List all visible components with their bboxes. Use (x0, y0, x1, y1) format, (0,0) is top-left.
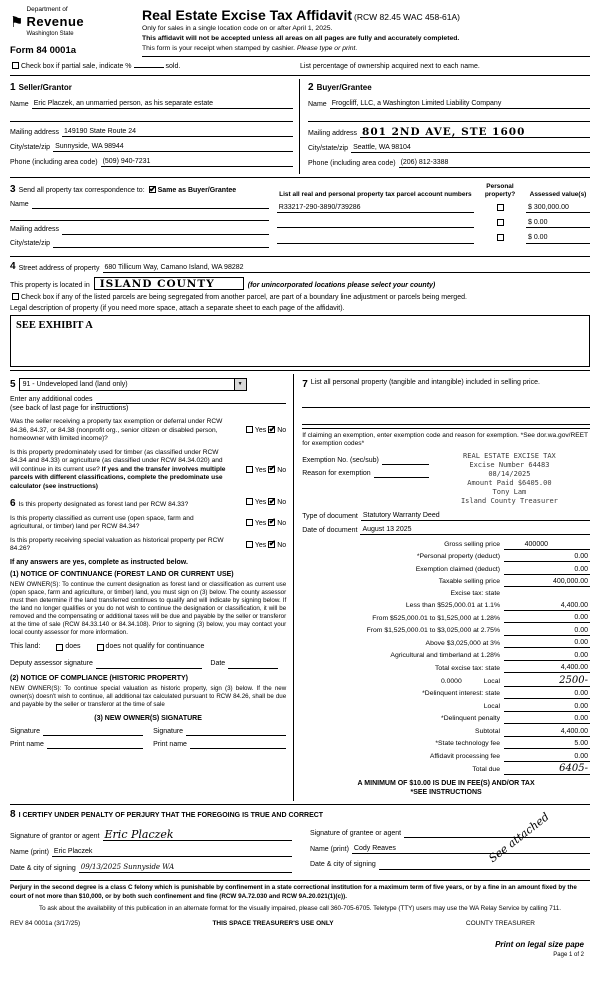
grantee-signature-field[interactable] (404, 830, 590, 838)
does-label: does (65, 643, 81, 651)
date-of-document-label: Date of document (302, 526, 358, 534)
subtotal-label: Subtotal (475, 727, 500, 735)
county-note: (for unincorporated locations please select your county) (247, 281, 436, 289)
stamp-line-4: Amount Paid $6405.00 (467, 479, 552, 488)
delinquent-penalty-field[interactable]: 0.00 (504, 714, 590, 724)
exemption-claimed-label: Exemption claimed (deduct) (415, 565, 500, 573)
tier4-row (302, 638, 590, 648)
county-field[interactable]: ISLAND COUNTY (94, 277, 244, 290)
land-use-code-dropdown[interactable] (19, 378, 247, 391)
delinquent-interest-state-label: *Delinquent interest: state (422, 690, 500, 698)
partial-sale-label: Check box if partial sale, indicate % (21, 63, 132, 71)
tier2-field[interactable]: 0.00 (504, 613, 590, 623)
street-address-label: Street address of property (18, 264, 100, 272)
s5-q2-no-checkbox[interactable] (268, 466, 275, 473)
correspondence-mailing-label: Mailing address (10, 226, 60, 234)
rev-number: REV 84 0001a (3/17/25) (10, 919, 81, 927)
seller-phone-label: Phone (including area code) (10, 158, 98, 166)
gross-selling-price-row (302, 540, 590, 550)
certification-section (10, 808, 590, 877)
accessibility-notice: To ask about the availability of this publication in an alternate format for the visually impaired, please call 360-705-6705. Teletype (TTY) users may use the WA Relay Service by calling 711. (38, 904, 562, 912)
treasurer-use-only-label: THIS SPACE TREASURER'S USE ONLY (212, 919, 334, 927)
personal-property-checkbox-2[interactable] (497, 219, 504, 226)
divider (10, 880, 590, 881)
divider (10, 256, 590, 257)
seller-mailing-label: Mailing address (10, 128, 60, 136)
s6-q3-no-checkbox[interactable] (268, 541, 275, 548)
parcel-number-field[interactable]: R33217-290-3890/739286 (277, 203, 474, 213)
personal-property-header: Personal property? (484, 183, 516, 198)
buyer-mailing-field[interactable]: 801 2ND AVE, STE 1600 (360, 127, 590, 139)
tier1-field[interactable]: 4,400.00 (504, 601, 590, 611)
buyer-city-label: City/state/zip (308, 145, 349, 153)
grantor-signing-block (10, 821, 300, 877)
s6-q2-no-checkbox[interactable] (268, 519, 275, 526)
tier1-label: Less than $525,000.01 at 1.1% (405, 602, 500, 610)
delinquent-interest-local-row (302, 702, 590, 712)
county-row (10, 277, 590, 290)
ownership-percent-note: List percentage of ownership acquired next to each name. (300, 63, 480, 71)
segregated-label: Check box if any of the listed parcels are being segregated from another parcel, are part of a boundary line adjustment or parcels being merged. (21, 293, 467, 301)
parcel-table-header (277, 183, 590, 198)
deputy-assessor-label: Deputy assessor signature (10, 660, 93, 668)
form-title-rcw: (RCW 82.45 WAC 458-61A) (354, 12, 461, 22)
section-8-number: 8 (10, 809, 16, 821)
new-owner-print-row (10, 736, 286, 749)
seller-city-field[interactable]: Sunnyside, WA 98944 (53, 142, 293, 152)
new-owners-signature-title: (3) NEW OWNER(S) SIGNATURE (94, 714, 202, 722)
s5-q1-yes-checkbox[interactable] (246, 426, 253, 433)
tier2-label: From $525,000.01 to $1,525,000 at 1.28% (372, 614, 500, 622)
land-does-not-checkbox[interactable] (97, 644, 104, 651)
deputy-assessor-signature-field[interactable] (96, 659, 203, 668)
additional-codes-field[interactable] (96, 396, 287, 404)
total-excise-state-label: Total excise tax: state (435, 664, 500, 672)
assessed-value-field[interactable]: $ 0.00 (526, 233, 590, 243)
delinquent-interest-local-label: Local (483, 702, 500, 710)
technology-fee-label: *State technology fee (435, 740, 500, 748)
same-as-buyer-label: Same as Buyer/Grantee (157, 187, 237, 195)
s6-q2-yes-checkbox[interactable] (246, 519, 253, 526)
grantor-signature-label: Signature of grantor or agent (10, 833, 100, 841)
personal-property-deduct-field[interactable]: 0.00 (504, 552, 590, 562)
header-note-1: Only for sales in a single location code on or after April 1, 2025. (142, 25, 333, 33)
buyer-section (300, 79, 590, 175)
stamp-line-6: Island County Treasurer (460, 497, 558, 506)
reason-exemption-label: Reason for exemption (302, 470, 371, 478)
form-number: Form 84 0001a (10, 45, 77, 57)
signature-label: Signature (10, 727, 40, 735)
s5-q2-bold-text: If yes and the transfer involves multiple parcels with different classifications, complete the predominate use calculator (see instructions) (10, 465, 226, 490)
divider (10, 177, 590, 178)
header-note-3b: Please type or print. (296, 44, 358, 52)
deputy-assessor-row (10, 659, 286, 668)
processing-fee-label: Affidavit processing fee (429, 752, 500, 760)
classification-and-tax-block (10, 374, 590, 801)
date-of-document-field[interactable]: August 13 2025 (360, 525, 590, 535)
stamp-line-2: Excise Number 64483 (469, 461, 550, 470)
total-due-row (302, 764, 590, 775)
page-number: Page 1 of 2 (553, 952, 584, 959)
certify-statement: I CERTIFY UNDER PENALTY OF PERJURY THAT THE FOREGOING IS TRUE AND CORRECT (18, 812, 324, 820)
s5-q2-yes-checkbox[interactable] (246, 466, 253, 473)
signature-label: Signature (153, 727, 184, 735)
total-due-field[interactable]: 6405- (504, 764, 590, 775)
tier3-label: From $1,525,000.01 to $3,025,000 at 2.75% (366, 627, 500, 635)
s6-q1-yesno (228, 498, 286, 507)
grantor-print-name-label: Name (print) (10, 849, 49, 857)
additional-codes-label: Enter any additional codes (10, 395, 93, 403)
additional-codes-note: (see back of last page for instructions) (10, 404, 129, 412)
dept-of-label: Department of (26, 6, 68, 13)
assessed-value-field[interactable]: $ 0.00 (526, 218, 590, 228)
parcel-row (277, 218, 590, 228)
personal-property-deduct-label: *Personal property (deduct) (416, 553, 500, 561)
seller-name-field-2[interactable] (10, 114, 293, 122)
agricultural-label: Agricultural and timberland at 1.28% (390, 652, 500, 660)
land-use-code-value: 91 - Undeveloped land (land only) (22, 380, 128, 388)
s5-q2-yesno (228, 466, 286, 475)
partial-sale-sold-label: sold. (165, 63, 181, 71)
new-owner-print-name-1[interactable] (47, 741, 143, 749)
parcel-row (277, 233, 590, 243)
located-in-label: This property is located in (10, 281, 90, 289)
processing-fee-field[interactable]: 0.00 (504, 752, 590, 762)
stamp-line-5: Tony Lam (492, 488, 527, 497)
taxable-selling-price-field[interactable]: 400,000.00 (504, 577, 590, 587)
grantee-signature-label: Signature of grantee or agent (310, 830, 402, 838)
notice-continuance-title: (1) NOTICE OF CONTINUANCE (FOREST LAND OR CURRENT USE) (10, 570, 234, 578)
s6-q1-text: Is this property designated as forest land per RCW 84.33? (18, 500, 189, 508)
agricultural-field[interactable]: 0.00 (504, 651, 590, 661)
technology-fee-row (302, 739, 590, 749)
partial-sale-row (10, 61, 590, 71)
tier2-row (302, 613, 590, 623)
segregated-checkbox[interactable] (12, 293, 19, 300)
s6-q1-yes-checkbox[interactable] (246, 498, 253, 505)
delinquent-penalty-row (302, 714, 590, 724)
personal-property-list-field-1[interactable] (302, 400, 590, 408)
treasurer-stamp (429, 452, 590, 507)
s6-q3-yesno (228, 541, 286, 550)
correspondence-mailing-field[interactable] (62, 227, 269, 235)
no-label: No (277, 541, 287, 549)
print-name-label: Print name (10, 741, 44, 749)
divider (10, 370, 590, 371)
personal-property-list-field-2[interactable] (302, 417, 590, 425)
personal-property-deduct-row (302, 552, 590, 562)
property-section (10, 260, 590, 367)
grantor-date-city-label: Date & city of signing (10, 865, 76, 873)
land-use-column (10, 374, 294, 801)
partial-sale-percent-field[interactable] (134, 61, 164, 68)
seller-phone-field[interactable]: (509) 940-7231 (101, 157, 293, 167)
exemption-no-field[interactable] (382, 457, 429, 465)
exemption-deferral-question (10, 418, 286, 444)
grantor-date-city-field[interactable]: 09/13/2025 Sunnyside WA (79, 863, 292, 873)
buyer-city-field[interactable]: Seattle, WA 98104 (351, 143, 590, 153)
section-5-number: 5 (10, 378, 16, 390)
personal-property-checkbox-1[interactable] (497, 204, 504, 211)
delinquent-interest-state-row (302, 689, 590, 699)
correspondence-name-label: Name (10, 201, 29, 209)
header-note-2: This affidavit will not be accepted unless all areas on all pages are fully and accurately completed. (142, 35, 460, 43)
legal-description-label: Legal description of property (if you need more space, attach a separate sheet to each page of the affidavit). (10, 304, 345, 312)
s6-q3-yes-checkbox[interactable] (246, 541, 253, 548)
local-tax-field[interactable]: 2500- (504, 676, 590, 687)
print-name-label: Print name (153, 741, 187, 749)
buyer-phone-field[interactable]: (206) 812-3388 (399, 158, 590, 168)
form-header (10, 6, 590, 57)
s6-q2-yesno (228, 519, 286, 528)
buyer-title: Buyer/Grantee (316, 82, 372, 92)
personal-property-checkbox-3[interactable] (497, 234, 504, 241)
see-instructions-note: *SEE INSTRUCTIONS (410, 789, 482, 797)
correspondence-block (10, 183, 277, 247)
legal-description-value: SEE EXHIBIT A (16, 319, 93, 331)
local-label: Local (483, 677, 500, 685)
section-4-number: 4 (10, 260, 16, 272)
type-of-document-field[interactable]: Statutory Warranty Deed (361, 511, 590, 521)
excise-tax-state-header-row (302, 590, 590, 599)
agricultural-row (302, 651, 590, 661)
this-land-label: This land: (10, 643, 41, 651)
divider (302, 428, 590, 429)
no-label: No (277, 499, 287, 507)
parcel-number-field[interactable] (277, 236, 474, 244)
new-owner-print-name-2[interactable] (190, 741, 286, 749)
stamp-line-3: 08/14/2025 (488, 470, 531, 479)
land-does-checkbox[interactable] (56, 644, 63, 651)
perjury-notice: Perjury in the second degree is a class C felony which is punishable by confinement in a state correctional institution for a maximum term of five years, or by a fine in an amount fixed by the court of not more than $10,000, or by both such confinement and fine (RCW 9A.72.030 and RCW 9A.20.021(1)(c)). (10, 884, 577, 900)
form-title: Real Estate Excise Tax Affidavit (142, 7, 353, 23)
grantor-print-name-field[interactable]: Eric Placzek (52, 847, 292, 857)
divider (10, 804, 590, 805)
tax-column (294, 374, 590, 801)
stamp-line-1: REAL ESTATE EXCISE TAX (463, 451, 556, 460)
yes-label: Yes (254, 541, 267, 549)
notice-compliance-title: (2) NOTICE OF COMPLIANCE (HISTORIC PROPERTY) (10, 674, 188, 682)
taxable-selling-price-label: Taxable selling price (438, 578, 500, 586)
seller-name-label: Name (10, 100, 29, 108)
s5-q1-yesno (228, 426, 286, 435)
buyer-phone-label: Phone (including area code) (308, 160, 396, 168)
buyer-name-label: Name (308, 100, 327, 108)
divider (10, 75, 590, 76)
seller-section (10, 79, 300, 175)
processing-fee-row (302, 752, 590, 762)
parcel-table (277, 183, 590, 247)
deputy-date-field[interactable] (228, 659, 278, 668)
section-2-number: 2 (308, 81, 314, 93)
exemption-claimed-row (302, 565, 590, 575)
correspondence-city-label: City/state/zip (10, 239, 51, 247)
no-label: No (277, 427, 287, 435)
delinquent-interest-local-field[interactable]: 0.00 (504, 702, 590, 712)
legal-size-note: Print on legal size pape (495, 939, 584, 949)
land-qualify-row (10, 642, 286, 651)
see-attached-note: See attached (486, 810, 552, 866)
buyer-name-field[interactable]: Frogcliff, LLC, a Washington Limited Liability Company (330, 99, 590, 109)
exemption-no-label: Exemption No. (sec/sub) (302, 456, 379, 464)
s5-q1-no-checkbox[interactable] (268, 426, 275, 433)
complete-below-instruction: If any answers are yes, complete as instructed below. (10, 558, 188, 566)
local-tax-row (302, 676, 590, 687)
assessed-value-header: Assessed value(s) (529, 190, 587, 198)
parcel-row (277, 203, 590, 213)
exemption-zone (302, 452, 590, 507)
correspondence-city-field[interactable] (53, 240, 269, 248)
local-rate-value: 0.0000 (440, 677, 462, 685)
grantor-signature-field[interactable]: Eric Placzek (103, 829, 292, 841)
subtotal-row (302, 727, 590, 737)
s5-q1-text: Was the seller receiving a property tax exemption or deferral under RCW 84.36, 84.37, or 84.38 (nonprofit org., senior citizen or disabled person, homeowner with limited income)? (10, 418, 223, 443)
yes-label: Yes (254, 466, 267, 474)
buyer-name-field-2[interactable] (308, 114, 590, 122)
technology-fee-field[interactable]: 5.00 (504, 739, 590, 749)
county-treasurer-label: COUNTY TREASURER (465, 919, 535, 927)
reason-exemption-field[interactable] (374, 470, 429, 478)
current-use-question (10, 515, 286, 532)
subtotal-field[interactable]: 4,400.00 (504, 727, 590, 737)
grantee-date-city-field[interactable] (379, 862, 590, 870)
exemption-intro: If claiming an exemption, enter exemption code and reason for exemption. *See dor.wa.gov/REET for exemption codes* (302, 431, 588, 448)
footer-row (10, 920, 590, 928)
correspondence-intro: Send all property tax correspondence to: (18, 187, 145, 195)
new-owner-signature-1[interactable] (43, 728, 143, 736)
exemption-claimed-field[interactable]: 0.00 (504, 565, 590, 575)
tier3-row (302, 626, 590, 636)
partial-sale-left (10, 61, 300, 71)
taxable-selling-price-row (302, 577, 590, 587)
seller-title: Seller/Grantor (18, 82, 72, 92)
tier4-field[interactable]: 0.00 (504, 638, 590, 648)
total-due-label: Total due (472, 766, 500, 774)
s5-q2-text: Is this property predominately used for timber (as classified under RCW 84.34 and 84.33) or agriculture (as classified under RCW 84.34.020) and will continue in its current use? (10, 448, 223, 473)
title-block (142, 6, 590, 57)
street-address-field[interactable]: 680 Tillicum Way, Camano Island, WA 98282 (103, 263, 591, 273)
correspondence-name-field[interactable] (32, 201, 269, 209)
tier4-label: Above $3,025,000 at 3% (425, 639, 500, 647)
grantee-signing-block (300, 810, 590, 877)
no-label: No (277, 519, 287, 527)
type-of-document-label: Type of document (302, 512, 358, 520)
parcel-number-field[interactable] (277, 220, 474, 228)
dept-name: Revenue (26, 14, 85, 30)
notice-continuance-body: NEW OWNER(S): To continue the current designation as forest land or classification as current use (open space, farm and agriculture, or timber) land, you must sign on (3) below. The county assessor must then determine if the land transferred continues to qualify and will indicate by signing below. If the land no longer qualifies or you do not wish to continue the designation or classification, it will be removed and the compensating or additional taxes will be due and payable by the seller or transferor at the time of sale (RCW 84.33.140 or 84.34.108). Prior to signing (3) below, you may contact your local county assessor for more information. (10, 580, 287, 637)
new-owner-signature-2[interactable] (186, 728, 286, 736)
grantee-print-name-field[interactable]: Cody Reaves (352, 844, 590, 854)
forest-land-question (10, 497, 286, 510)
grantee-print-name-label: Name (print) (310, 846, 349, 854)
seller-city-label: City/state/zip (10, 143, 51, 151)
seller-mailing-field[interactable]: 149190 State Route 24 (62, 127, 293, 137)
gross-selling-price-field[interactable]: 400000 (504, 540, 590, 550)
header-note-3 (142, 45, 590, 54)
new-owner-signature-row (10, 723, 286, 736)
delinquent-interest-state-field[interactable]: 0.00 (504, 689, 590, 699)
section-7-number: 7 (302, 378, 308, 390)
dor-logo-icon: ⚑ (10, 14, 24, 32)
correspondence-name-field-2[interactable] (10, 213, 269, 221)
section-3-number: 3 (10, 184, 16, 196)
personal-property-intro: List all personal property (tangible and intangible) included in selling price. (310, 378, 540, 386)
legal-description-field[interactable] (10, 315, 590, 367)
agency-block (10, 6, 142, 57)
deputy-date-label: Date (210, 660, 226, 668)
buyer-mailing-label: Mailing address (308, 130, 358, 138)
assessed-value-field[interactable]: $ 300,000.00 (526, 203, 590, 213)
s6-q3-text: Is this property receiving special valuation as historical property per RCW 84.26? (10, 536, 224, 553)
print-note-block (495, 940, 584, 960)
historic-property-question (10, 537, 286, 554)
yes-label: Yes (254, 519, 267, 527)
total-excise-state-row (302, 663, 590, 673)
parcel-numbers-header: List all real and personal property tax parcel account numbers (279, 190, 472, 198)
total-excise-state-field[interactable]: 4,400.00 (504, 663, 590, 673)
section-6-number: 6 (10, 497, 16, 509)
s6-q1-no-checkbox[interactable] (268, 498, 275, 505)
excise-tax-state-label: Excise tax: state (450, 589, 500, 597)
same-as-buyer-checkbox[interactable] (149, 186, 156, 193)
grantee-date-city-label: Date & city of signing (310, 861, 376, 869)
dropdown-arrow-icon[interactable]: ▼ (234, 379, 246, 390)
section-1-number: 1 (10, 81, 16, 93)
tier1-row (302, 601, 590, 611)
gross-selling-price-label: Gross selling price (444, 540, 500, 548)
partial-sale-checkbox[interactable] (12, 62, 19, 69)
tier3-field[interactable]: 0.00 (504, 626, 590, 636)
delinquent-penalty-label: *Delinquent penalty (441, 715, 500, 723)
header-note-3a: This form is your receipt when stamped by cashier. (142, 44, 297, 52)
parties-section (10, 79, 590, 175)
tax-correspondence-section (10, 181, 590, 252)
yes-label: Yes (254, 499, 267, 507)
minimum-due-note: A MINIMUM OF $10.00 IS DUE IN FEE(S) AND/OR TAX (357, 780, 535, 788)
notice-compliance-body: NEW OWNER(S): To continue special valuation as historic property, sign (3) below. If the new owner(s) doesn't wish to continue, all additional tax calculated pursuant to RCW 84.26, shall be due and payable by the seller or transferor at the time of sale (10, 684, 287, 708)
no-label: No (277, 466, 287, 474)
yes-label: Yes (254, 427, 267, 435)
seller-name-field[interactable]: Eric Placzek, an unmarried person, as his separate estate (32, 99, 293, 109)
does-not-label: does not qualify for continuance (105, 643, 205, 651)
timber-agriculture-question (10, 449, 286, 492)
dept-sub: Washington State (26, 31, 74, 38)
s6-q2-text: Is this property classified as current use (open space, farm and agricultural, or timber) land per RCW 84.34? (10, 514, 194, 531)
